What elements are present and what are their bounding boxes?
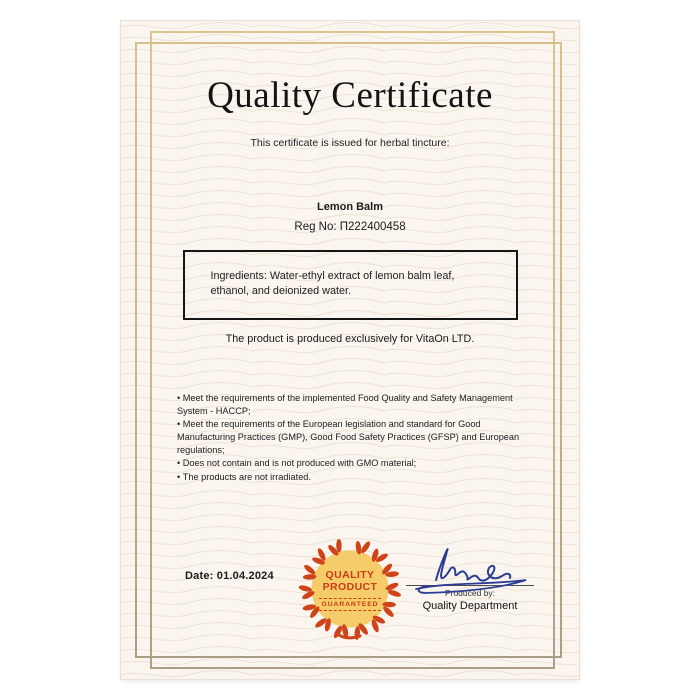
product-name: Lemon Balm	[316, 200, 383, 213]
certificate-page	[121, 21, 579, 679]
certificate-content	[121, 21, 579, 679]
ingredients-text: Ingredients: Water-ethyl extract of lemon balm leaf, ethanol, and deionized water.	[210, 269, 455, 298]
requirements-list	[177, 392, 523, 483]
certificate-subtitle: This certificate is issued for herbal tincture:	[250, 136, 450, 149]
date-label: Date: 01.04.2024	[185, 570, 274, 582]
signature-block	[406, 538, 534, 612]
signature-icon	[406, 538, 534, 604]
department-name: Quality Department	[422, 600, 518, 612]
registration-number: Reg No: П222400458	[294, 220, 406, 233]
badge-text	[298, 537, 402, 641]
requirement-item: • The products are not irradiated.	[177, 471, 523, 484]
exclusivity-note: The product is produced exclusively for VitaOn LTD.	[225, 333, 475, 346]
certificate-title: Quality Certificate	[207, 75, 493, 116]
produced-by-label: Produced by:	[444, 588, 496, 598]
badge-product-label: PRODUCT	[322, 581, 378, 593]
badge-guaranteed-label: GUARANTEED	[319, 598, 382, 611]
requirement-item: • Does not contain and is not produced with GMO material;	[177, 457, 523, 470]
badge-quality-label: QUALITY	[325, 568, 375, 581]
requirement-item: • Meet the requirements of the European legislation and standard for Good Manufacturing Practices (GMP), Good Food Safety Practices (GFSP) and European regulations;	[177, 418, 523, 457]
quality-badge	[298, 537, 402, 641]
ingredients-box	[183, 250, 518, 320]
requirement-item: • Meet the requirements of the implemented Food Quality and Safety Management System - HACCP;	[177, 392, 523, 418]
